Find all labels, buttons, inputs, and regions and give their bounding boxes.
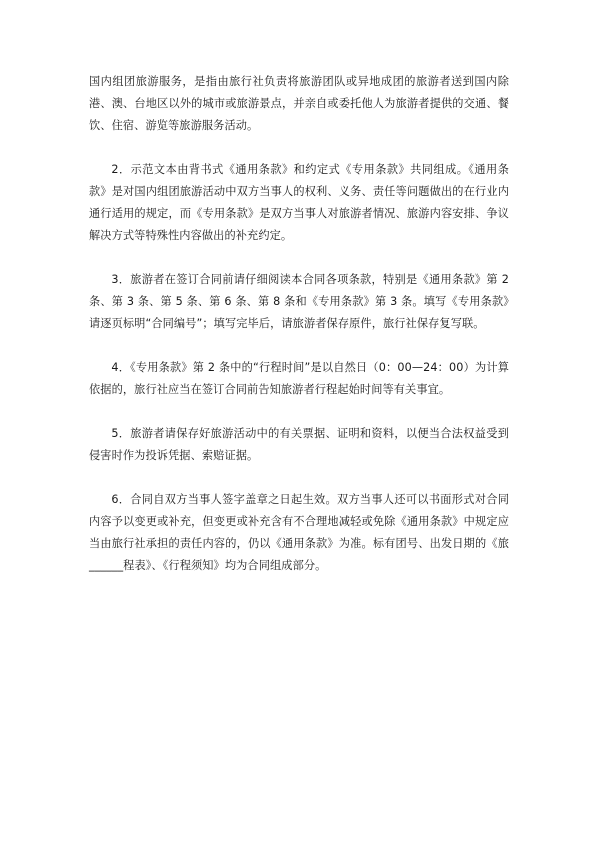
paragraph-item-6: 6．合同自双方当事人签字盖章之日起生效。双方当事人还可以书面形式对合同内容予以变更或补充，但变更或补充含有不合理地减轻或免除《通用条款》中规定应当由旅行社承担的责任内容的，仍以《通用条款》为准。标有团号、出发日期的《旅______程表》、《行程须知》均为合同组成部分。 [89,493,509,572]
document-body [89,71,509,599]
paragraph-item-3: 3．旅游者在签订合同前请仔细阅读本合同各项条款，特别是《通用条款》第 2 条、第 3 条、第 5 条、第 6 条、第 8 条和《专用条款》第 3 条。填写《专用条款》请逐页标明“合同编号”；填写完毕后，请旅游者保存原件，旅行社保存复写联。 [89,273,509,330]
paragraph-item-2: 2．示范文本由背书式《通用条款》和约定式《专用条款》共同组成。《通用条款》是对国内组团旅游活动中双方当事人的权利、义务、责任等问题做出的在行业内通行适用的规定，而《专用条款》是双方当事人对旅游者情况、旅游内容安排、争议解决方式等特殊性内容做出的补充约定。 [89,163,509,242]
paragraph-item-5: 5．旅游者请保存好旅游活动中的有关票据、证明和资料，以便当合法权益受到侵害时作为投诉凭据、索赔证据。 [89,427,509,462]
paragraph-intro: 国内组团旅游服务，是指由旅行社负责将旅游团队或异地成团的旅游者送到国内除港、澳、台地区以外的城市或旅游景点，并亲自或委托他人为旅游者提供的交通、餐饮、住宿、游览等旅游服务活动。 [89,75,509,132]
paragraph-item-4: 4．《专用条款》第 2 条中的“行程时间”是以自然日（0：00—24：00）为计算依据的，旅行社应当在签订合同前告知旅游者行程起始时间等有关事宜。 [89,361,509,396]
